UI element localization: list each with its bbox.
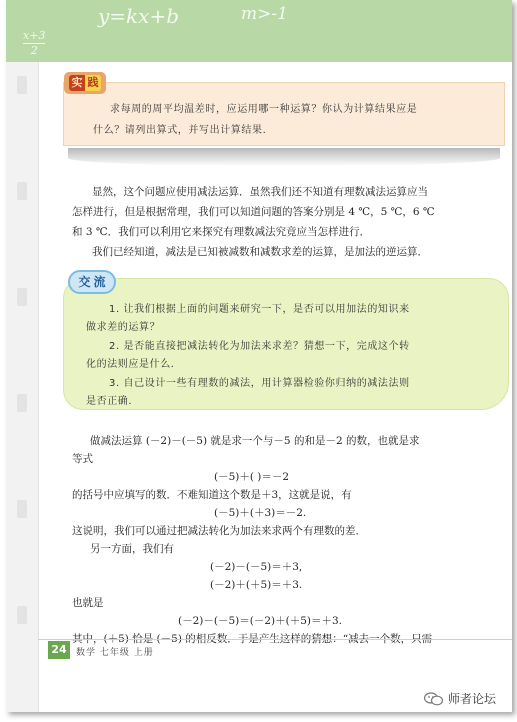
textbook-page (6, 0, 512, 712)
header-formula-linear: y=kx+b (98, 4, 180, 28)
equation: (－5)＋(＋3)＝－2. (214, 507, 307, 519)
body-line: 其中，(＋5) 恰是 (－5) 的相反数．于是产生这样的猜想：“减去一个数，只需 (72, 633, 433, 645)
binder-ring (17, 606, 27, 624)
exchange-line: 2. 是否能直接把减法转化为加法来求差？猜想一下，完成这个转 (109, 341, 410, 352)
body-line: 另一方面，我们有 (90, 543, 174, 555)
practice-line: 求每周的周平均温差时，应运用哪一种运算？你认为计算结果应是 (110, 104, 418, 115)
binder-margin (6, 62, 39, 712)
equation: (－2)－(－5)＝＋3, (210, 561, 303, 573)
exchange-badge-char: 交 (78, 275, 91, 289)
binder-ring (17, 76, 27, 94)
practice-box-shadow (68, 148, 500, 166)
intro-line: 显然，这个问题应使用减法运算．虽然我们还不知道有理数减法运算应当 (92, 186, 428, 198)
exchange-badge (68, 270, 116, 294)
exchange-line: 化的法则应是什么． (86, 359, 182, 370)
header-band (6, 0, 512, 62)
binder-ring (17, 182, 27, 200)
watermark (424, 690, 496, 707)
intro-line: 怎样进行，但是根据常理，我们可以知道问题的答案分别是 4 ℃，5 ℃，6 ℃ (72, 206, 435, 218)
equation: (－2)＋(＋5)＝＋3. (210, 579, 303, 591)
binder-ring (17, 500, 27, 518)
practice-badge-char: 践 (85, 75, 101, 91)
book-title: 数学 七年级 上册 (76, 648, 154, 658)
header-fraction: x+3 2 (23, 29, 46, 57)
intro-line: 和 3 ℃．我们可以利用它来探究有理数减法究竟应当怎样进行． (72, 226, 371, 238)
exchange-line: 1. 让我们根据上面的问题来研究一下，是否可以用加法的知识来 (109, 304, 410, 315)
exchange-line: 做求差的运算？ (86, 322, 161, 333)
equation: (－2)－(－5)＝(－2)＋(＋5)＝＋3. (178, 615, 343, 627)
body-line: 这说明，我们可以通过把减法转化为加法来求两个有理数的差． (72, 525, 366, 537)
watermark-text: 师者论坛 (448, 692, 497, 706)
wechat-icon (424, 692, 444, 706)
page-number: 24 (48, 641, 70, 659)
body-line: 的括号中应填写的数．不难知道这个数是＋3，这就是说，有 (72, 489, 352, 501)
body-line: 做减法运算 (－2)－(－5) 就是求一个与－5 的和是－2 的数，也就是求 (90, 435, 420, 447)
body-line: 等式 (72, 453, 93, 465)
practice-badge-char: 实 (69, 75, 85, 91)
exchange-line: 是否正确． (86, 396, 139, 407)
exchange-badge-char: 流 (93, 275, 106, 289)
exchange-line: 3. 自己设计一些有理数的减法，用计算器检验你归纳的减法法则 (109, 378, 410, 389)
practice-badge (64, 72, 106, 94)
header-formula-inequality: m>-1 (241, 4, 288, 24)
equation: (－5)＋( )＝－2 (214, 471, 290, 483)
body-line: 也就是 (72, 597, 104, 609)
binder-ring (17, 394, 27, 412)
intro-line: 我们已经知道，减法是已知被减数和减数求差的运算，是加法的逆运算． (92, 246, 428, 258)
practice-line: 什么？请列出算式，并写出计算结果. (93, 125, 267, 136)
binder-ring (17, 288, 27, 306)
